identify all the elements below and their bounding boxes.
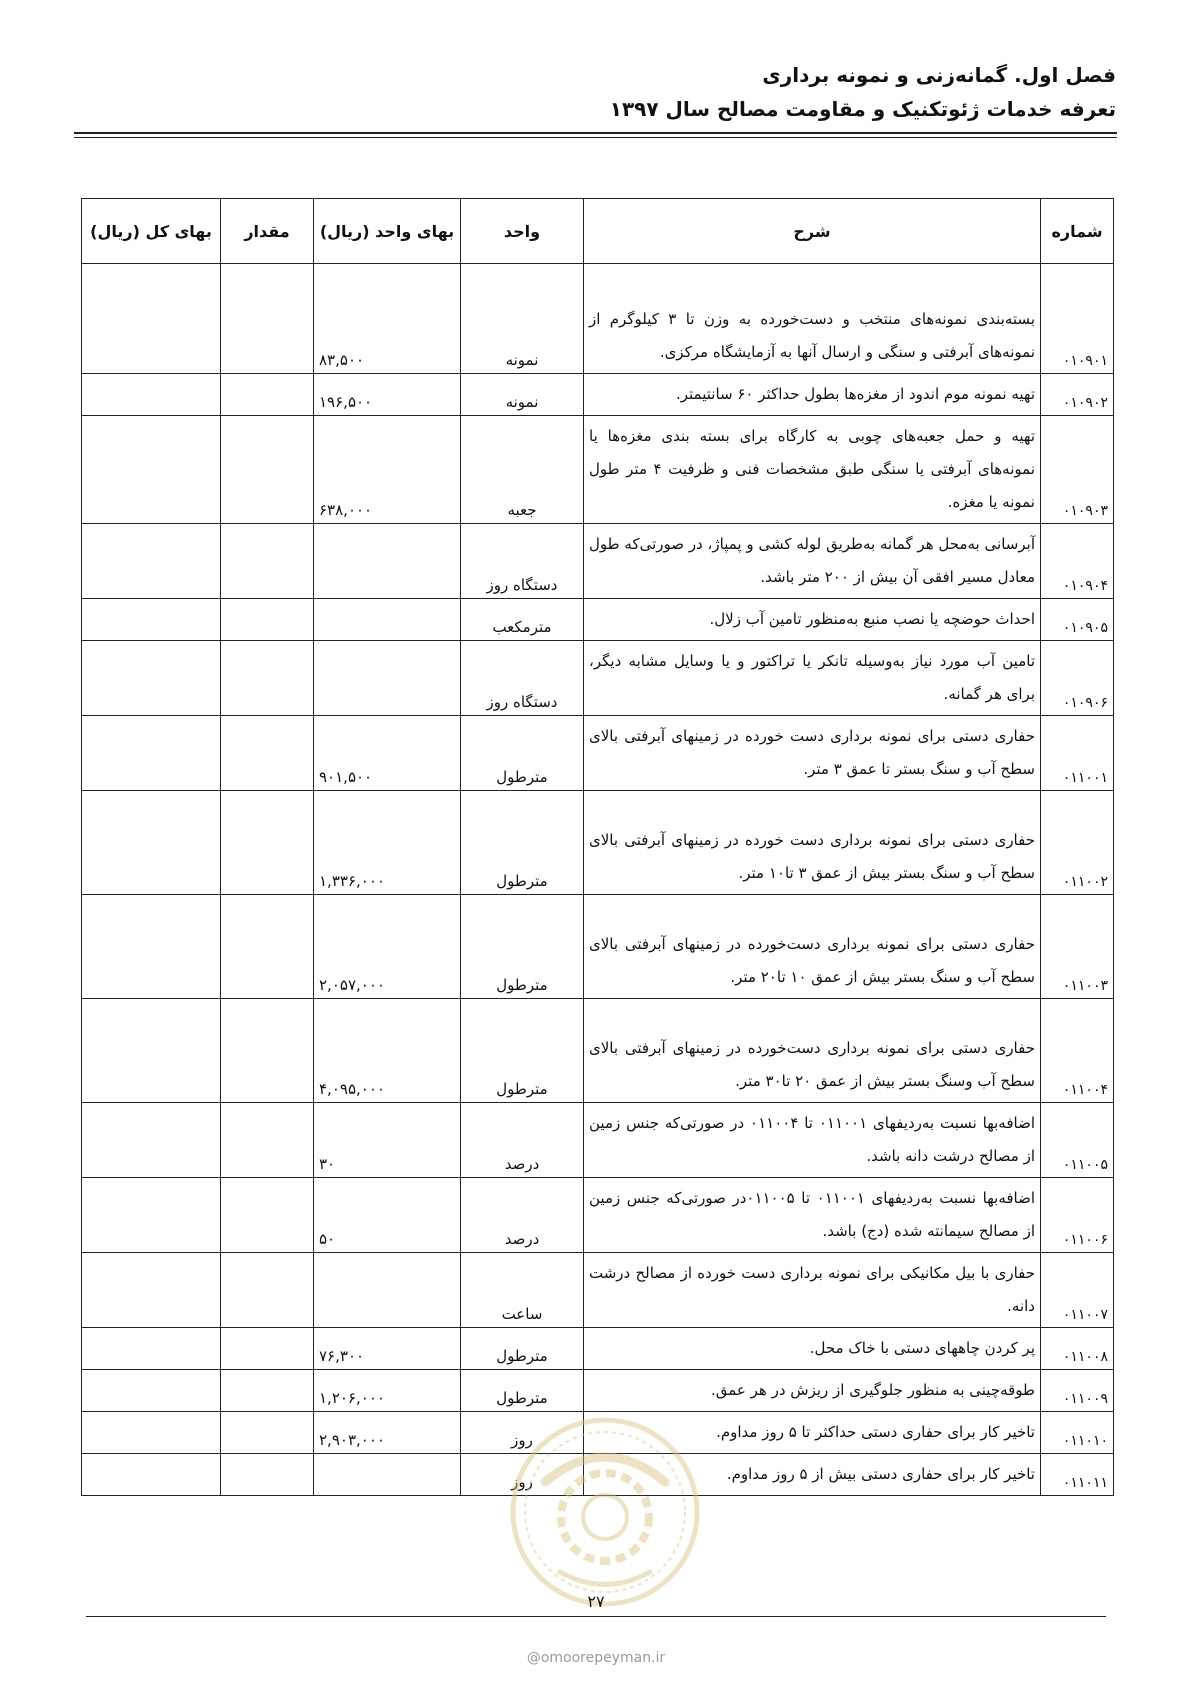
item-total-price xyxy=(82,1454,221,1496)
item-code: ۰۱۱۰۱۱ xyxy=(1041,1454,1114,1496)
item-description: حفاری با بیل مکانیکی برای نمونه برداری دست خورده از مصالح درشت دانه. xyxy=(584,1253,1041,1328)
item-code: ۰۱۱۰۰۴ xyxy=(1041,999,1114,1103)
table-row xyxy=(82,416,1114,524)
table-row xyxy=(82,1103,1114,1178)
item-unit-price xyxy=(314,1454,461,1496)
item-total-price xyxy=(82,599,221,641)
item-unit-price: ۱۹۶,۵۰۰ xyxy=(314,374,461,416)
item-quantity xyxy=(221,1178,314,1253)
table-row xyxy=(82,641,1114,716)
item-code: ۰۱۱۰۰۸ xyxy=(1041,1328,1114,1370)
item-total-price xyxy=(82,524,221,599)
item-description: احداث حوضچه یا نصب منبع به‌منظور تامین آب زلال. xyxy=(584,599,1041,641)
item-quantity xyxy=(221,1328,314,1370)
item-unit: جعبه xyxy=(461,416,584,524)
table-row xyxy=(82,1370,1114,1412)
site-credit: @omoorepeyman.ir xyxy=(526,1650,666,1666)
item-total-price xyxy=(82,641,221,716)
item-unit: مترطول xyxy=(461,1370,584,1412)
item-quantity xyxy=(221,791,314,895)
item-code: ۰۱۱۰۰۱ xyxy=(1041,716,1114,791)
item-code: ۰۱۰۹۰۴ xyxy=(1041,524,1114,599)
item-description: پر کردن چاههای دستی با خاک محل. xyxy=(584,1328,1041,1370)
item-unit-price: ۱,۳۳۶,۰۰۰ xyxy=(314,791,461,895)
item-quantity xyxy=(221,599,314,641)
chapter-title: فصل اول. گمانه‌زنی و نمونه برداری xyxy=(762,63,1116,87)
item-total-price xyxy=(82,999,221,1103)
item-description: اضافه‌بها نسبت به‌ردیفهای ۰۱۱۰۰۱ تا ۰۱۱۰۰۵در صورتی‌که جنس زمین از مصالح سیمانته شده (دج) باشد. xyxy=(584,1178,1041,1253)
table-header-row xyxy=(82,199,1114,264)
item-code: ۰۱۱۰۰۷ xyxy=(1041,1253,1114,1328)
item-unit: روز xyxy=(461,1412,584,1454)
item-total-price xyxy=(82,1328,221,1370)
item-code: ۰۱۰۹۰۳ xyxy=(1041,416,1114,524)
item-code: ۰۱۰۹۰۲ xyxy=(1041,374,1114,416)
item-quantity xyxy=(221,1370,314,1412)
item-code: ۰۱۰۹۰۶ xyxy=(1041,641,1114,716)
item-total-price xyxy=(82,416,221,524)
item-quantity xyxy=(221,416,314,524)
header-quantity: مقدار xyxy=(221,199,314,264)
item-unit-price: ۴,۰۹۵,۰۰۰ xyxy=(314,999,461,1103)
item-unit: درصد xyxy=(461,1103,584,1178)
table-row xyxy=(82,999,1114,1103)
table-row xyxy=(82,1253,1114,1328)
item-code: ۰۱۰۹۰۵ xyxy=(1041,599,1114,641)
item-unit-price: ۹۰۱,۵۰۰ xyxy=(314,716,461,791)
header-rule-thin xyxy=(74,137,1117,138)
item-unit-price: ۵۰ xyxy=(314,1178,461,1253)
item-quantity xyxy=(221,895,314,999)
item-description: تهیه نمونه موم اندود از مغزه‌ها بطول حداکثر ۶۰ سانتیمتر. xyxy=(584,374,1041,416)
table-row xyxy=(82,1328,1114,1370)
item-quantity xyxy=(221,524,314,599)
item-quantity xyxy=(221,1454,314,1496)
item-unit-price: ۲,۹۰۳,۰۰۰ xyxy=(314,1412,461,1454)
item-unit-price: ۱,۲۰۶,۰۰۰ xyxy=(314,1370,461,1412)
item-unit: مترمکعب xyxy=(461,599,584,641)
item-unit-price xyxy=(314,641,461,716)
table-row xyxy=(82,791,1114,895)
item-quantity xyxy=(221,374,314,416)
item-code: ۰۱۱۰۰۵ xyxy=(1041,1103,1114,1178)
item-code: ۰۱۰۹۰۱ xyxy=(1041,264,1114,374)
header-total-price: بهای کل (ریال) xyxy=(82,199,221,264)
item-description: آبرسانی به‌محل هر گمانه به‌طریق لوله کشی و پمپاژ، در صورتی‌که طول معادل مسیر افقی آن بیش از ۲۰۰ متر باشد. xyxy=(584,524,1041,599)
item-unit: مترطول xyxy=(461,791,584,895)
item-total-price xyxy=(82,1178,221,1253)
table-row xyxy=(82,716,1114,791)
item-unit: مترطول xyxy=(461,895,584,999)
item-description: تهیه و حمل جعبه‌های چوبی به کارگاه برای بسته بندی مغزه‌ها یا نمونه‌های آبرفتی یا سنگی طبق مشخصات فنی و ظرفیت ۴ متر طول نمونه یا مغزه. xyxy=(584,416,1041,524)
item-total-price xyxy=(82,264,221,374)
item-unit: مترطول xyxy=(461,716,584,791)
item-unit: مترطول xyxy=(461,999,584,1103)
table-row xyxy=(82,264,1114,374)
footer-rule xyxy=(86,1616,1106,1617)
item-unit-price xyxy=(314,599,461,641)
item-total-price xyxy=(82,895,221,999)
item-unit-price: ۶۳۸,۰۰۰ xyxy=(314,416,461,524)
item-quantity xyxy=(221,1253,314,1328)
item-description: تاخیر کار برای حفاری دستی حداکثر تا ۵ روز مداوم. xyxy=(584,1412,1041,1454)
item-description: اضافه‌بها نسبت به‌ردیفهای ۰۱۱۰۰۱ تا ۰۱۱۰۰۴ در صورتی‌که جنس زمین از مصالح درشت دانه باشد. xyxy=(584,1103,1041,1178)
item-unit-price xyxy=(314,1253,461,1328)
tariff-table xyxy=(81,198,1114,1496)
item-total-price xyxy=(82,1103,221,1178)
item-code: ۰۱۱۰۰۶ xyxy=(1041,1178,1114,1253)
header-description: شرح xyxy=(584,199,1041,264)
item-unit-price: ۷۶,۳۰۰ xyxy=(314,1328,461,1370)
watermark-seal-icon xyxy=(505,1412,705,1612)
page-number: ۲۷ xyxy=(587,1592,605,1611)
item-total-price xyxy=(82,716,221,791)
item-unit: روز xyxy=(461,1454,584,1496)
tariff-title: تعرفه خدمات ژئوتکنیک و مقاومت مصالح سال ۱۳۹۷ xyxy=(609,97,1116,121)
item-total-price xyxy=(82,1412,221,1454)
item-unit: نمونه xyxy=(461,374,584,416)
item-description: حفاری دستی برای نمونه برداری دست خورده در زمینهای آبرفتی بالای سطح آب و سنگ بستر تا عمق ۳ متر. xyxy=(584,716,1041,791)
item-code: ۰۱۱۰۱۰ xyxy=(1041,1412,1114,1454)
item-unit-price xyxy=(314,524,461,599)
item-unit: دستگاه روز xyxy=(461,524,584,599)
table-row xyxy=(82,374,1114,416)
item-total-price xyxy=(82,374,221,416)
item-unit: ساعت xyxy=(461,1253,584,1328)
item-description: طوقه‌چینی به منظور جلوگیری از ریزش در هر عمق. xyxy=(584,1370,1041,1412)
item-unit: نمونه xyxy=(461,264,584,374)
table-row xyxy=(82,1178,1114,1253)
item-quantity xyxy=(221,999,314,1103)
item-code: ۰۱۱۰۰۳ xyxy=(1041,895,1114,999)
header-unit: واحد xyxy=(461,199,584,264)
item-unit-price: ۳۰ xyxy=(314,1103,461,1178)
table-row xyxy=(82,524,1114,599)
item-unit: دستگاه روز xyxy=(461,641,584,716)
table-row xyxy=(82,895,1114,999)
item-description: تاخیر کار برای حفاری دستی بیش از ۵ روز مداوم. xyxy=(584,1454,1041,1496)
item-unit: مترطول xyxy=(461,1328,584,1370)
item-quantity xyxy=(221,716,314,791)
item-total-price xyxy=(82,1370,221,1412)
item-description: حفاری دستی برای نمونه برداری دست‌خورده در زمینهای آبرفتی بالای سطح آب و سنگ بستر بیش از عمق ۱۰ تا۲۰ متر. xyxy=(584,895,1041,999)
item-quantity xyxy=(221,641,314,716)
table-body xyxy=(82,264,1114,1496)
item-description: حفاری دستی برای نمونه برداری دست‌خورده در زمینهای آبرفتی بالای سطح آب وسنگ بستر بیش از عمق ۲۰ تا۳۰ متر. xyxy=(584,999,1041,1103)
item-description: حفاری دستی برای نمونه برداری دست خورده در زمینهای آبرفتی بالای سطح آب و سنگ بستر بیش از عمق ۳ تا۱۰ متر. xyxy=(584,791,1041,895)
item-quantity xyxy=(221,1103,314,1178)
item-quantity xyxy=(221,1412,314,1454)
item-unit-price: ۲,۰۵۷,۰۰۰ xyxy=(314,895,461,999)
item-total-price xyxy=(82,1253,221,1328)
item-total-price xyxy=(82,791,221,895)
header-rule-thick xyxy=(74,132,1117,134)
header-code: شماره xyxy=(1041,199,1114,264)
item-code: ۰۱۱۰۰۲ xyxy=(1041,791,1114,895)
table-row xyxy=(82,599,1114,641)
header-unit-price: بهای واحد (ریال) xyxy=(314,199,461,264)
item-code: ۰۱۱۰۰۹ xyxy=(1041,1370,1114,1412)
item-description: بسته‌بندی نمونه‌های منتخب و دست‌خورده به وزن تا ۳ کیلوگرم از نمونه‌های آبرفتی و سنگی و ارسال آنها به آزمایشگاه مرکزی. xyxy=(584,264,1041,374)
item-unit-price: ۸۳,۵۰۰ xyxy=(314,264,461,374)
page-header xyxy=(75,58,1116,126)
item-description: تامین آب مورد نیاز به‌وسیله تانکر یا تراکتور و یا وسایل مشابه دیگر، برای هر گمانه. xyxy=(584,641,1041,716)
item-unit: درصد xyxy=(461,1178,584,1253)
item-quantity xyxy=(221,264,314,374)
